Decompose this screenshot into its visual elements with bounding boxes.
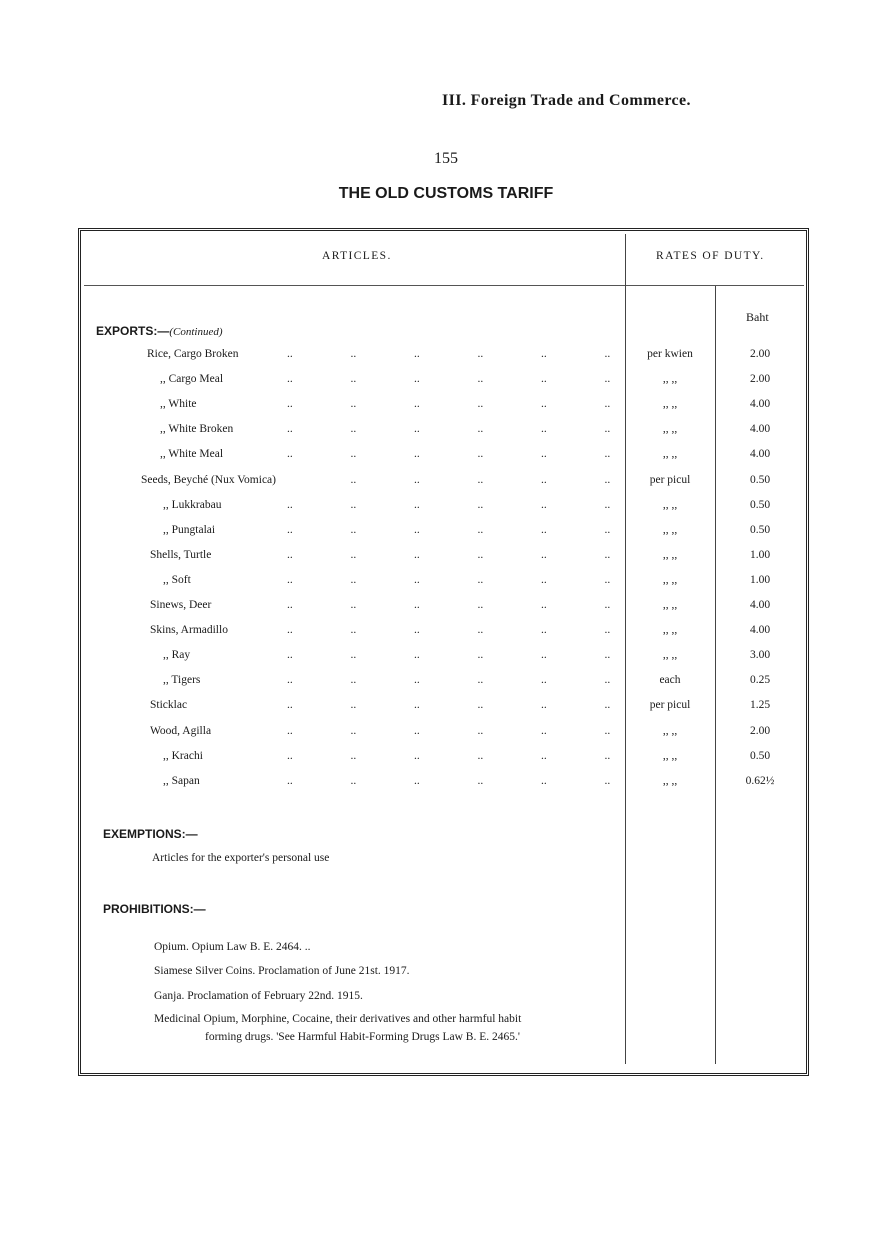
dot-leader: .. xyxy=(287,624,293,636)
dot-leader: .. xyxy=(287,750,293,762)
dot-leaders xyxy=(287,649,617,661)
duty-rate: 4.00 xyxy=(749,423,771,435)
dot-leader: .. xyxy=(414,750,420,762)
dot-leader: .. xyxy=(287,574,293,586)
dot-leader: .. xyxy=(477,624,484,636)
dot-leader: .. xyxy=(477,373,484,385)
duty-rate: 2.00 xyxy=(749,348,771,360)
dot-leader: .. xyxy=(541,750,547,762)
table-row xyxy=(0,549,892,565)
dot-leader: .. xyxy=(287,423,293,435)
dot-leader: .. xyxy=(414,448,420,460)
article-name: ,, Tigers xyxy=(163,674,201,686)
page-title: THE OLD CUSTOMS TARIFF xyxy=(338,185,554,202)
exports-heading-note: (Continued) xyxy=(169,326,223,338)
dot-leader: .. xyxy=(477,750,484,762)
dot-leader: .. xyxy=(477,725,484,737)
duty-unit: ,, ,, xyxy=(662,725,678,737)
dot-leader: .. xyxy=(541,423,547,435)
article-name: Skins, Armadillo xyxy=(150,624,228,636)
prohibitions-heading: PROHIBITIONS:— xyxy=(103,902,206,916)
articles-column-header: ARTICLES. xyxy=(322,250,392,262)
dot-leader: .. xyxy=(477,398,484,410)
table-row xyxy=(0,524,892,540)
dot-leader: .. xyxy=(287,448,293,460)
dot-leader: .. xyxy=(541,499,547,511)
page-number: 155 xyxy=(434,150,458,167)
dot-leader: .. xyxy=(414,398,420,410)
dot-leader: .. xyxy=(604,750,611,762)
dot-leader: .. xyxy=(477,423,484,435)
duty-unit: ,, ,, xyxy=(662,499,678,511)
dot-leader: .. xyxy=(604,624,611,636)
dot-leader: .. xyxy=(541,775,547,787)
dot-leader: .. xyxy=(414,474,420,486)
table-row xyxy=(0,574,892,590)
dot-leader: .. xyxy=(350,448,357,460)
dot-leader: .. xyxy=(541,448,547,460)
dot-leader: .. xyxy=(350,549,357,561)
dot-leader: .. xyxy=(350,524,357,536)
dot-leader: .. xyxy=(604,348,611,360)
table-row xyxy=(0,373,892,389)
dot-leader: .. xyxy=(604,499,611,511)
dot-leader: .. xyxy=(350,574,357,586)
dot-leader: .. xyxy=(287,599,293,611)
duty-unit: ,, ,, xyxy=(662,624,678,636)
article-name: ,, Cargo Meal xyxy=(160,373,224,385)
table-row xyxy=(0,448,892,464)
dot-leader: .. xyxy=(350,398,357,410)
dot-leader: .. xyxy=(477,649,484,661)
baht-unit-header: Baht xyxy=(746,310,769,324)
running-head: III. Foreign Trade and Commerce. xyxy=(442,92,691,109)
dot-leader: .. xyxy=(287,649,293,661)
dot-leader: .. xyxy=(541,398,547,410)
article-name: Seeds, Beyché (Nux Vomica) xyxy=(141,474,276,486)
dot-leader: .. xyxy=(541,649,547,661)
dot-leader: .. xyxy=(414,423,420,435)
table-row xyxy=(0,348,892,364)
exports-heading-label: EXPORTS:— xyxy=(96,324,170,338)
dot-leader: .. xyxy=(541,524,547,536)
dot-leaders xyxy=(287,725,617,737)
dot-leader: .. xyxy=(541,574,547,586)
dot-leader: .. xyxy=(477,699,484,711)
duty-unit: ,, ,, xyxy=(662,775,678,787)
dot-leader: .. xyxy=(350,725,357,737)
article-name: Shells, Turtle xyxy=(150,549,212,561)
duty-rate: 0.50 xyxy=(749,499,771,511)
dot-leader: .. xyxy=(604,699,611,711)
dot-leader: .. xyxy=(541,725,547,737)
dot-leader: .. xyxy=(350,750,357,762)
dot-leader: .. xyxy=(477,348,484,360)
exemptions-heading: EXEMPTIONS:— xyxy=(103,827,198,841)
prohibition-ganja: Ganja. Proclamation of February 22nd. 1915. xyxy=(154,990,363,1002)
duty-unit: ,, ,, xyxy=(662,574,678,586)
dot-leader: .. xyxy=(414,775,420,787)
table-row xyxy=(0,775,892,791)
dot-leaders xyxy=(287,624,617,636)
dot-leader: .. xyxy=(414,649,420,661)
dot-leader: .. xyxy=(541,674,547,686)
duty-unit: ,, ,, xyxy=(662,373,678,385)
duty-unit: ,, ,, xyxy=(662,398,678,410)
duty-unit: per kwien xyxy=(647,348,693,360)
dot-leader: .. xyxy=(604,549,611,561)
dot-leader: .. xyxy=(287,699,293,711)
dot-leader: .. xyxy=(414,725,420,737)
dot-leader: .. xyxy=(604,674,611,686)
duty-rate: 0.50 xyxy=(749,474,771,486)
dot-leader: .. xyxy=(350,775,357,787)
dot-leader: .. xyxy=(541,624,547,636)
table-row xyxy=(0,750,892,766)
dot-leader: .. xyxy=(477,599,484,611)
duty-rate: 0.50 xyxy=(749,750,771,762)
article-name: ,, White xyxy=(160,398,197,410)
duty-rate: 2.00 xyxy=(749,373,771,385)
dot-leaders xyxy=(287,348,617,360)
dot-leader: .. xyxy=(477,524,484,536)
dot-leader: .. xyxy=(604,649,611,661)
dot-leader: .. xyxy=(350,474,357,486)
dot-leaders xyxy=(287,524,617,536)
dot-leader: .. xyxy=(350,674,357,686)
article-name: Rice, Cargo Broken xyxy=(147,348,239,360)
dot-leaders xyxy=(287,474,617,486)
dot-leader: .. xyxy=(287,775,293,787)
dot-leader: .. xyxy=(604,398,611,410)
prohibition-medicinal-opium-cont: forming drugs. 'See Harmful Habit-Forming Drugs Law B. E. 2465.' xyxy=(205,1031,520,1043)
dot-leaders xyxy=(287,373,617,385)
dot-leader: .. xyxy=(287,348,293,360)
duty-unit: ,, ,, xyxy=(662,423,678,435)
dot-leader: .. xyxy=(414,499,420,511)
prohibition-silver-coins: Siamese Silver Coins. Proclamation of June 21st. 1917. xyxy=(154,965,410,977)
duty-rate: 0.25 xyxy=(749,674,771,686)
table-row xyxy=(0,398,892,414)
dot-leader: .. xyxy=(287,398,293,410)
duty-unit: each xyxy=(659,674,681,686)
prohibition-opium: Opium. Opium Law B. E. 2464. .. xyxy=(154,941,311,953)
article-name: Sinews, Deer xyxy=(150,599,212,611)
dot-leaders xyxy=(287,398,617,410)
dot-leaders xyxy=(287,499,617,511)
article-name: Sticklac xyxy=(150,699,188,711)
dot-leader: .. xyxy=(541,549,547,561)
duty-unit: ,, ,, xyxy=(662,750,678,762)
dot-leader: .. xyxy=(604,775,611,787)
table-row xyxy=(0,499,892,515)
dot-leader: .. xyxy=(541,699,547,711)
dot-leaders xyxy=(287,574,617,586)
table-row xyxy=(0,474,892,490)
duty-unit: ,, ,, xyxy=(662,524,678,536)
dot-leader: .. xyxy=(604,524,611,536)
duty-rate: 3.00 xyxy=(749,649,771,661)
table-row xyxy=(0,649,892,665)
exports-heading xyxy=(96,324,223,338)
article-name: ,, Ray xyxy=(163,649,191,661)
dot-leaders xyxy=(287,674,617,686)
table-row xyxy=(0,423,892,439)
article-name: ,, Soft xyxy=(163,574,191,586)
dot-leader: .. xyxy=(604,448,611,460)
article-name: Wood, Agilla xyxy=(150,725,212,737)
dot-leader: .. xyxy=(414,699,420,711)
dot-leader: .. xyxy=(350,699,357,711)
dot-leader: .. xyxy=(604,725,611,737)
dot-leader: .. xyxy=(414,549,420,561)
dot-leader: .. xyxy=(350,348,357,360)
dot-leader: .. xyxy=(350,649,357,661)
duty-unit: ,, ,, xyxy=(662,649,678,661)
duty-rate: 4.00 xyxy=(749,599,771,611)
duty-unit: per picul xyxy=(649,699,691,711)
table-row xyxy=(0,599,892,615)
dot-leader: .. xyxy=(604,423,611,435)
dot-leader: .. xyxy=(477,775,484,787)
rates-column-header: RATES OF DUTY. xyxy=(656,250,765,262)
dot-leader: .. xyxy=(604,599,611,611)
dot-leader: .. xyxy=(350,624,357,636)
dot-leader: .. xyxy=(287,674,293,686)
dot-leader: .. xyxy=(350,373,357,385)
article-name: ,, Krachi xyxy=(163,750,203,762)
dot-leader: .. xyxy=(350,423,357,435)
dot-leader: .. xyxy=(287,725,293,737)
dot-leader: .. xyxy=(477,674,484,686)
dot-leader: .. xyxy=(287,373,293,385)
dot-leaders xyxy=(287,423,617,435)
duty-rate: 1.00 xyxy=(749,549,771,561)
dot-leaders xyxy=(287,750,617,762)
duty-unit: ,, ,, xyxy=(662,448,678,460)
dot-leader: .. xyxy=(604,574,611,586)
dot-leader: .. xyxy=(350,499,357,511)
dot-leader: .. xyxy=(414,574,420,586)
duty-unit: ,, ,, xyxy=(662,599,678,611)
dot-leader: .. xyxy=(414,373,420,385)
duty-rate: 1.25 xyxy=(749,699,771,711)
dot-leader: .. xyxy=(477,448,484,460)
duty-rate: 2.00 xyxy=(749,725,771,737)
dot-leader: .. xyxy=(414,674,420,686)
dot-leader: .. xyxy=(414,599,420,611)
dot-leaders xyxy=(287,599,617,611)
dot-leaders xyxy=(287,775,617,787)
duty-rate: 4.00 xyxy=(749,624,771,636)
dot-leader: .. xyxy=(287,524,293,536)
dot-leader: .. xyxy=(287,549,293,561)
table-row xyxy=(0,674,892,690)
dot-leader: .. xyxy=(414,348,420,360)
dot-leaders xyxy=(287,699,617,711)
dot-leader: .. xyxy=(541,474,547,486)
dot-leaders xyxy=(287,448,617,460)
dot-leader: .. xyxy=(604,474,611,486)
dot-leader: .. xyxy=(350,599,357,611)
dot-leader: .. xyxy=(541,373,547,385)
dot-leader: .. xyxy=(541,599,547,611)
dot-leader: .. xyxy=(477,574,484,586)
dot-leader: .. xyxy=(414,624,420,636)
table-row xyxy=(0,725,892,741)
dot-leader: .. xyxy=(477,499,484,511)
duty-rate: 4.00 xyxy=(749,398,771,410)
dot-leader: .. xyxy=(414,524,420,536)
article-name: ,, Pungtalai xyxy=(163,524,216,536)
dot-leaders xyxy=(287,549,617,561)
duty-rate: 4.00 xyxy=(749,448,771,460)
dot-leader: .. xyxy=(287,499,293,511)
prohibition-medicinal-opium: Medicinal Opium, Morphine, Cocaine, their derivatives and other harmful habit xyxy=(154,1013,522,1025)
duty-rate: 0.50 xyxy=(749,524,771,536)
article-name: ,, White Broken xyxy=(160,423,234,435)
header-rule xyxy=(84,285,804,286)
dot-leader: .. xyxy=(477,549,484,561)
dot-leader: .. xyxy=(604,373,611,385)
duty-rate: 0.62½ xyxy=(745,775,775,787)
exemptions-text: Articles for the exporter's personal use xyxy=(152,852,330,864)
duty-rate: 1.00 xyxy=(749,574,771,586)
article-name: ,, Lukkrabau xyxy=(163,499,222,511)
article-name: ,, Sapan xyxy=(163,775,200,787)
duty-unit: ,, ,, xyxy=(662,549,678,561)
article-name: ,, White Meal xyxy=(160,448,224,460)
dot-leader: .. xyxy=(541,348,547,360)
duty-unit: per picul xyxy=(649,474,691,486)
table-row xyxy=(0,699,892,715)
table-row xyxy=(0,624,892,640)
dot-leader: .. xyxy=(477,474,484,486)
